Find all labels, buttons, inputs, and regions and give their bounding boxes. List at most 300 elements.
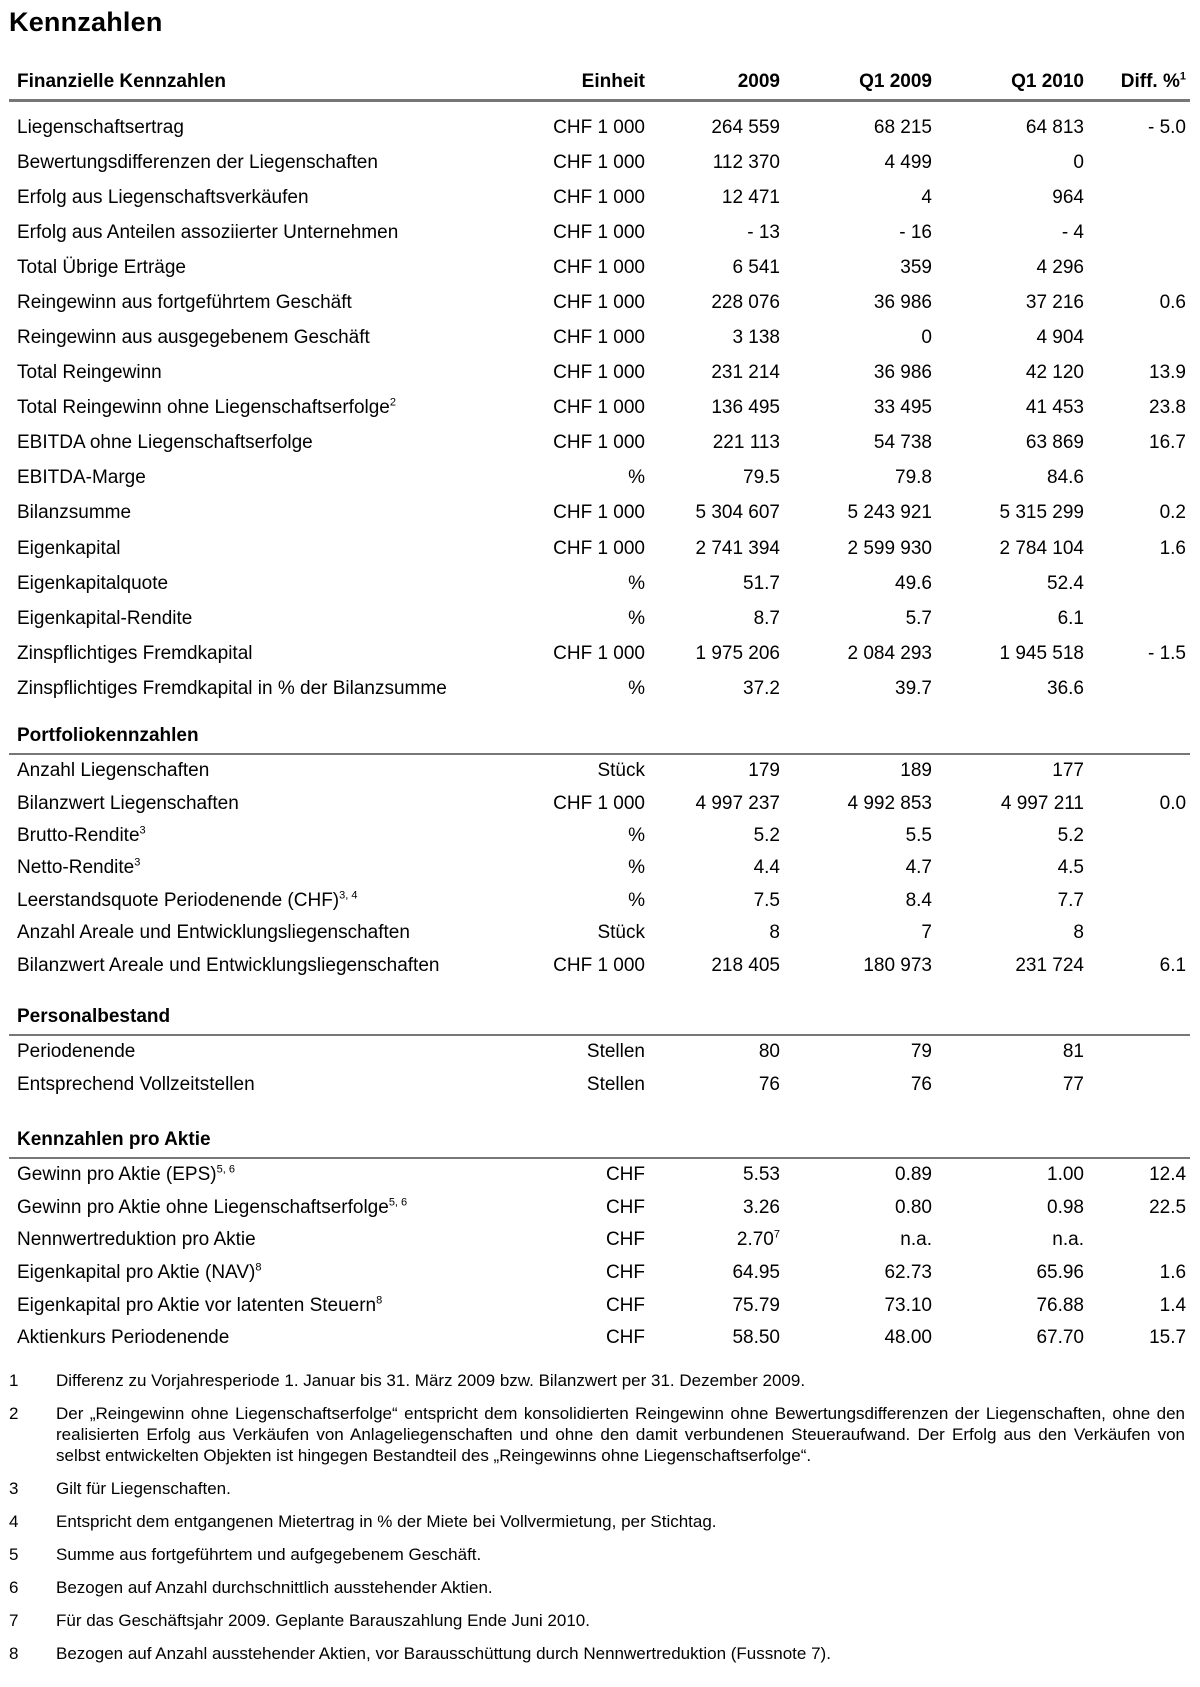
row-unit-text: CHF 1 000 <box>553 186 645 208</box>
table-row <box>9 1289 1190 1322</box>
row-value-2009-text: 3.26 <box>743 1196 780 1218</box>
row-value-2009 <box>649 852 784 884</box>
row-label <box>9 1289 519 1322</box>
row-value-2009-text: 76 <box>758 1073 780 1095</box>
row-unit-text: CHF <box>605 1327 645 1349</box>
row-value-q1-2010-text: 63 869 <box>1025 432 1084 454</box>
table-row <box>9 180 1190 215</box>
table-row <box>9 917 1190 949</box>
footnote-text: Bezogen auf Anzahl durchschnittlich ausstehender Aktien. <box>56 1578 493 1597</box>
row-unit <box>519 1289 649 1322</box>
row-label-text: Netto-Rendite <box>17 857 135 879</box>
row-value-2009 <box>649 949 784 981</box>
row-value-q1-2010-text: n.a. <box>1052 1229 1084 1251</box>
column-header-diff-label: Diff. % <box>1120 70 1180 92</box>
row-label <box>9 1322 519 1355</box>
column-header-unit: Einheit <box>519 66 649 101</box>
row-label <box>9 531 519 566</box>
row-value-q1-2009-text: 5.5 <box>905 824 932 846</box>
section-title: Kennzahlen pro Aktie <box>9 1124 1190 1158</box>
row-value-diff-text: - 5.0 <box>1147 116 1186 138</box>
footnote-ref: 5, 6 <box>388 1196 408 1209</box>
row-label-text: Nennwertreduktion pro Aktie <box>17 1229 256 1251</box>
column-header-diff-footnote: 1 <box>1179 70 1186 83</box>
footnote-number: 3 <box>9 1479 19 1498</box>
row-label <box>9 426 519 461</box>
row-value-diff <box>1088 1192 1190 1225</box>
row-value-q1-2010 <box>936 852 1088 884</box>
column-header-2009: 2009 <box>649 66 784 101</box>
row-unit <box>519 1035 649 1068</box>
row-label-text: Erfolg aus Anteilen assoziierter Unternehmen <box>17 221 399 243</box>
row-unit-text: % <box>628 607 645 629</box>
row-label-text: Zinspflichtiges Fremdkapital <box>17 642 253 664</box>
row-value-q1-2009-text: 36 986 <box>873 362 932 384</box>
row-value-q1-2010 <box>936 250 1088 285</box>
footnote-ref: 5, 6 <box>216 1163 235 1176</box>
row-value-diff-text: 1.6 <box>1159 1262 1187 1284</box>
table-row <box>9 391 1190 426</box>
footnote-item <box>9 1544 1185 1565</box>
table-row <box>9 787 1190 819</box>
row-value-diff <box>1088 1068 1190 1100</box>
row-value-diff <box>1088 461 1190 496</box>
row-label-text: Total Übrige Erträge <box>17 256 186 278</box>
footnote-number: 7 <box>9 1611 19 1630</box>
row-value-diff-text: 1.4 <box>1159 1294 1187 1316</box>
row-value-2009-text: 179 <box>748 760 780 782</box>
row-label <box>9 1192 519 1225</box>
row-value-q1-2009-text: 0.80 <box>895 1196 932 1218</box>
footnote-number: 2 <box>9 1404 19 1423</box>
row-value-q1-2010 <box>936 885 1088 917</box>
row-value-2009-text: 2.70 <box>736 1229 774 1251</box>
row-value-diff <box>1088 145 1190 180</box>
row-unit-text: Stück <box>597 922 645 944</box>
row-value-q1-2009 <box>784 1322 936 1355</box>
row-value-diff-text: 16.7 <box>1149 432 1186 454</box>
row-value-2009-text: 58.50 <box>732 1327 780 1349</box>
row-unit <box>519 180 649 215</box>
row-value-q1-2009-text: 0.89 <box>895 1164 932 1186</box>
row-unit-text: CHF 1 000 <box>553 151 645 173</box>
row-value-q1-2009 <box>784 101 936 146</box>
section-title: Personalbestand <box>9 1001 1190 1035</box>
row-value-diff <box>1088 356 1190 391</box>
row-value-2009 <box>649 1158 784 1192</box>
row-unit-text: CHF 1 000 <box>553 537 645 559</box>
row-unit-text: CHF <box>605 1196 645 1218</box>
row-value-q1-2010 <box>936 215 1088 250</box>
row-value-q1-2009-text: 79.8 <box>895 467 932 489</box>
table-row <box>9 1035 1190 1068</box>
row-value-2009 <box>649 885 784 917</box>
row-value-diff <box>1088 1257 1190 1290</box>
row-value-q1-2010-text: 52.4 <box>1047 572 1084 594</box>
row-value-q1-2010 <box>936 391 1088 426</box>
table-row <box>9 601 1190 636</box>
row-unit-text: CHF <box>605 1164 645 1186</box>
row-label <box>9 1257 519 1290</box>
row-value-q1-2009 <box>784 426 936 461</box>
footnote-item <box>9 1577 1185 1598</box>
row-unit <box>519 531 649 566</box>
row-unit <box>519 636 649 671</box>
row-label <box>9 1224 519 1257</box>
table-row <box>9 496 1190 531</box>
row-value-q1-2009-text: 62.73 <box>884 1262 932 1284</box>
row-value-q1-2010 <box>936 531 1088 566</box>
row-value-2009-text: 231 214 <box>711 362 780 384</box>
row-value-2009 <box>649 145 784 180</box>
table-row <box>9 1158 1190 1192</box>
row-unit <box>519 852 649 884</box>
row-value-2009 <box>649 215 784 250</box>
row-label-text: Eigenkapital-Rendite <box>17 607 193 629</box>
row-label <box>9 601 519 636</box>
row-unit-text: % <box>628 857 645 879</box>
row-value-diff-text: 0.0 <box>1159 792 1187 814</box>
row-value-q1-2010 <box>936 1289 1088 1322</box>
section-title: Portfoliokennzahlen <box>9 720 1190 754</box>
row-value-q1-2010-text: 0.98 <box>1047 1196 1084 1218</box>
row-label-text: Total Reingewinn ohne Liegenschaftserfolge <box>17 397 390 419</box>
row-value-diff <box>1088 601 1190 636</box>
row-label-text: Eigenkapital pro Aktie (NAV) <box>17 1262 256 1284</box>
personnel-table <box>9 1001 1190 1101</box>
row-value-q1-2010-text: 231 724 <box>1015 954 1084 976</box>
row-value-2009-text: 12 471 <box>721 186 780 208</box>
row-value-2009 <box>649 356 784 391</box>
row-value-diff-text: 12.4 <box>1149 1164 1187 1186</box>
row-value-2009 <box>649 787 784 819</box>
row-value-2009 <box>649 426 784 461</box>
row-value-diff <box>1088 215 1190 250</box>
row-unit <box>519 885 649 917</box>
section-header-row <box>9 1124 1190 1158</box>
footnote-item <box>9 1511 1185 1532</box>
row-value-diff-text: 0.6 <box>1159 291 1186 313</box>
footnotes <box>9 1370 1185 1676</box>
row-unit <box>519 1158 649 1192</box>
row-value-q1-2010-text: 4.5 <box>1057 857 1084 879</box>
column-header-diff <box>1088 66 1190 101</box>
row-value-2009 <box>649 1224 784 1257</box>
row-value-diff <box>1088 1158 1190 1192</box>
footnote-item <box>9 1643 1185 1664</box>
footnote-text: Entspricht dem entgangenen Mietertrag in % der Miete bei Vollvermietung, per Stichtag. <box>56 1512 717 1531</box>
section-header-row <box>9 720 1190 754</box>
row-value-2009-text: 1 975 206 <box>695 642 780 664</box>
row-unit-text: CHF 1 000 <box>553 432 645 454</box>
row-value-q1-2010 <box>936 787 1088 819</box>
table-row <box>9 461 1190 496</box>
row-value-q1-2009 <box>784 671 936 706</box>
footnote-ref: 3 <box>139 824 146 837</box>
row-unit <box>519 1257 649 1290</box>
row-label <box>9 852 519 884</box>
financial-kpi-table <box>9 66 1190 707</box>
row-value-q1-2009 <box>784 566 936 601</box>
row-label-text: Anzahl Liegenschaften <box>17 760 210 782</box>
row-unit <box>519 426 649 461</box>
row-label-text: Brutto-Rendite <box>17 824 140 846</box>
row-value-2009-text: 37.2 <box>743 677 780 699</box>
row-value-q1-2010 <box>936 461 1088 496</box>
row-label <box>9 180 519 215</box>
row-label-text: Reingewinn aus fortgeführtem Geschäft <box>17 291 352 313</box>
table-row <box>9 1322 1190 1355</box>
row-value-diff <box>1088 1289 1190 1322</box>
row-value-2009-text: 5.2 <box>753 824 780 846</box>
footnote-number: 5 <box>9 1545 19 1564</box>
row-value-q1-2009 <box>784 1224 936 1257</box>
row-value-diff <box>1088 1322 1190 1355</box>
row-unit-text: CHF 1 000 <box>553 256 645 278</box>
row-value-q1-2009 <box>784 1158 936 1192</box>
row-value-diff <box>1088 496 1190 531</box>
row-value-q1-2009-text: 5 243 921 <box>847 502 932 524</box>
row-value-q1-2009-text: 189 <box>900 760 932 782</box>
row-value-diff-text: 6.1 <box>1159 954 1187 976</box>
row-label <box>9 671 519 706</box>
row-unit <box>519 101 649 146</box>
row-value-2009 <box>649 391 784 426</box>
row-value-q1-2010 <box>936 356 1088 391</box>
row-value-q1-2010-text: 64 813 <box>1025 116 1084 138</box>
row-value-2009-text: 218 405 <box>711 954 780 976</box>
row-value-q1-2009 <box>784 885 936 917</box>
row-label-text: Zinspflichtiges Fremdkapital in % der Bilanzsumme <box>17 677 447 699</box>
row-unit <box>519 496 649 531</box>
row-value-2009-text: 112 370 <box>712 151 780 173</box>
row-value-2009-text: 8.7 <box>753 607 780 629</box>
row-value-2009-text: 8 <box>769 922 780 944</box>
row-value-diff-text: 0.2 <box>1159 502 1186 524</box>
row-value-q1-2010-text: 177 <box>1052 760 1084 782</box>
row-value-q1-2010-text: 5 315 299 <box>999 502 1084 524</box>
row-value-diff <box>1088 101 1190 146</box>
row-value-2009 <box>649 636 784 671</box>
table-row <box>9 320 1190 355</box>
row-label <box>9 101 519 146</box>
table-row <box>9 285 1190 320</box>
row-unit-text: CHF <box>605 1294 645 1316</box>
footnote-item <box>9 1610 1185 1631</box>
row-value-q1-2009 <box>784 636 936 671</box>
row-value-q1-2009-text: n.a. <box>900 1229 932 1251</box>
row-value-q1-2010 <box>936 1035 1088 1068</box>
row-unit <box>519 1068 649 1100</box>
row-label <box>9 820 519 852</box>
row-value-q1-2010-text: 4 997 211 <box>1000 792 1084 814</box>
row-label <box>9 566 519 601</box>
row-label <box>9 1158 519 1192</box>
row-label-text: Eigenkapitalquote <box>17 572 169 594</box>
row-value-q1-2009-text: - 16 <box>899 221 932 243</box>
footnote-ref: 2 <box>389 396 396 409</box>
row-unit <box>519 754 649 787</box>
row-label <box>9 1035 519 1068</box>
row-value-q1-2010-text: 2 784 104 <box>999 537 1084 559</box>
row-value-q1-2010-text: 37 216 <box>1025 291 1084 313</box>
row-label-text: EBITDA-Marge <box>17 467 146 489</box>
footnote-ref: 3 <box>134 857 141 870</box>
row-value-2009 <box>649 1192 784 1225</box>
row-value-2009 <box>649 1035 784 1068</box>
row-value-q1-2009 <box>784 754 936 787</box>
row-unit-text: CHF 1 000 <box>553 954 645 976</box>
row-unit-text: CHF 1 000 <box>553 397 645 419</box>
row-value-q1-2009-text: 76 <box>910 1073 932 1095</box>
row-value-diff <box>1088 754 1190 787</box>
table-row <box>9 531 1190 566</box>
row-unit <box>519 391 649 426</box>
row-label-text: Bilanzwert Areale und Entwicklungsliegenschaften <box>17 954 440 976</box>
row-unit <box>519 250 649 285</box>
row-value-2009-text: 64.95 <box>732 1262 780 1284</box>
row-value-q1-2009 <box>784 1192 936 1225</box>
row-label-text: Aktienkurs Periodenende <box>17 1327 230 1349</box>
row-value-2009 <box>649 285 784 320</box>
row-value-diff-text: 22.5 <box>1149 1196 1187 1218</box>
footnote-ref: 7 <box>773 1229 780 1242</box>
footnote-item <box>9 1478 1185 1499</box>
row-value-q1-2009 <box>784 250 936 285</box>
row-value-q1-2009-text: 8.4 <box>905 889 932 911</box>
row-value-q1-2010-text: 81 <box>1062 1041 1084 1063</box>
row-value-q1-2009-text: 54 738 <box>873 432 932 454</box>
table-row <box>9 566 1190 601</box>
row-value-2009 <box>649 1289 784 1322</box>
row-value-diff <box>1088 180 1190 215</box>
row-unit-text: CHF <box>605 1229 645 1251</box>
row-value-q1-2010 <box>936 1192 1088 1225</box>
row-unit <box>519 601 649 636</box>
table-row <box>9 356 1190 391</box>
row-value-q1-2009 <box>784 601 936 636</box>
footnote-number: 8 <box>9 1644 19 1663</box>
row-label-text: Gewinn pro Aktie (EPS) <box>17 1164 217 1186</box>
row-value-q1-2009-text: 49.6 <box>895 572 932 594</box>
row-unit <box>519 671 649 706</box>
row-value-diff <box>1088 320 1190 355</box>
row-label-text: Bilanzsumme <box>17 502 132 524</box>
column-header-q1-2009: Q1 2009 <box>784 66 936 101</box>
row-unit-text: CHF 1 000 <box>553 642 645 664</box>
row-value-2009-text: - 13 <box>747 221 780 243</box>
table-row <box>9 885 1190 917</box>
section-title: Finanzielle Kennzahlen <box>9 66 519 101</box>
row-unit <box>519 787 649 819</box>
row-value-2009-text: 264 559 <box>711 116 780 138</box>
row-value-2009 <box>649 531 784 566</box>
row-value-2009-text: 5.53 <box>743 1164 780 1186</box>
row-value-q1-2009-text: 79 <box>910 1041 932 1063</box>
row-value-2009 <box>649 601 784 636</box>
footnote-ref: 3, 4 <box>339 889 358 902</box>
row-unit-text: CHF 1 000 <box>553 502 645 524</box>
footnote-number: 4 <box>9 1512 19 1531</box>
footnote-text: Gilt für Liegenschaften. <box>56 1479 231 1498</box>
row-unit <box>519 285 649 320</box>
row-value-q1-2009 <box>784 145 936 180</box>
row-value-q1-2009 <box>784 852 936 884</box>
row-value-q1-2009-text: 4 992 853 <box>847 792 932 814</box>
row-value-q1-2009 <box>784 496 936 531</box>
row-value-q1-2009-text: 39.7 <box>895 677 932 699</box>
footnote-text: Der „Reingewinn ohne Liegenschaftserfolge“ entspricht dem konsolidierten Reingewinn ohne Bewertungsdifferenzen der Liegenschaften, ohne den realisierten Erfolg aus Verkäufen von Anlageliegenschaften und ohne den damit verbundenen Steueraufwand. Der Erfolg aus den Verkäufen von selbst entwickelten Objekten ist hingegen Bestandteil des „Reingewinns ohne Liegenschaftserfolge“. <box>56 1404 1185 1465</box>
row-label <box>9 356 519 391</box>
row-unit-text: Stellen <box>586 1073 645 1095</box>
row-unit-text: % <box>628 467 645 489</box>
footnote-text: Bezogen auf Anzahl ausstehender Aktien, vor Barausschüttung durch Nennwertreduktion (Fussnote 7). <box>56 1644 831 1663</box>
footnote-ref: 8 <box>376 1294 383 1307</box>
row-unit <box>519 1322 649 1355</box>
row-value-2009 <box>649 820 784 852</box>
row-value-2009-text: 4 997 237 <box>695 792 780 814</box>
row-value-q1-2010-text: 41 453 <box>1025 397 1084 419</box>
row-value-2009 <box>649 566 784 601</box>
row-unit <box>519 566 649 601</box>
row-label-text: Reingewinn aus ausgegebenem Geschäft <box>17 327 370 349</box>
row-value-q1-2009 <box>784 461 936 496</box>
row-value-2009-text: 7.5 <box>753 889 780 911</box>
row-value-q1-2010-text: 6.1 <box>1057 607 1084 629</box>
footnote-item <box>9 1403 1185 1466</box>
row-value-2009-text: 4.4 <box>753 857 780 879</box>
row-value-q1-2009 <box>784 1289 936 1322</box>
row-value-diff <box>1088 531 1190 566</box>
row-value-diff <box>1088 787 1190 819</box>
row-value-q1-2010-text: 76.88 <box>1036 1294 1084 1316</box>
row-value-diff-text: - 1.5 <box>1147 642 1186 664</box>
row-value-q1-2010 <box>936 180 1088 215</box>
row-value-diff <box>1088 671 1190 706</box>
row-value-q1-2010 <box>936 1158 1088 1192</box>
row-value-q1-2010-text: 1.00 <box>1047 1164 1084 1186</box>
row-value-q1-2009-text: 7 <box>921 922 932 944</box>
row-value-diff <box>1088 285 1190 320</box>
row-value-diff <box>1088 391 1190 426</box>
row-value-2009 <box>649 1322 784 1355</box>
row-label-text: Bilanzwert Liegenschaften <box>17 792 239 814</box>
row-unit-text: CHF <box>605 1262 645 1284</box>
row-unit-text: % <box>628 572 645 594</box>
row-value-2009 <box>649 250 784 285</box>
row-value-q1-2009-text: 2 084 293 <box>847 642 932 664</box>
row-value-q1-2010 <box>936 820 1088 852</box>
row-value-2009 <box>649 671 784 706</box>
row-value-diff <box>1088 917 1190 949</box>
row-value-2009 <box>649 917 784 949</box>
row-value-diff <box>1088 820 1190 852</box>
row-value-q1-2009-text: 68 215 <box>873 116 932 138</box>
row-unit <box>519 820 649 852</box>
row-value-q1-2010 <box>936 426 1088 461</box>
row-value-q1-2009-text: 4 <box>921 186 932 208</box>
row-unit-text: CHF 1 000 <box>553 291 645 313</box>
row-label <box>9 754 519 787</box>
row-value-q1-2010-text: 1 945 518 <box>999 642 1084 664</box>
row-unit <box>519 356 649 391</box>
row-value-q1-2009-text: 2 599 930 <box>847 537 932 559</box>
section-header-row <box>9 66 1190 101</box>
row-value-q1-2010 <box>936 671 1088 706</box>
row-value-q1-2010 <box>936 917 1088 949</box>
row-value-diff <box>1088 1224 1190 1257</box>
row-value-q1-2010-text: 5.2 <box>1057 824 1084 846</box>
